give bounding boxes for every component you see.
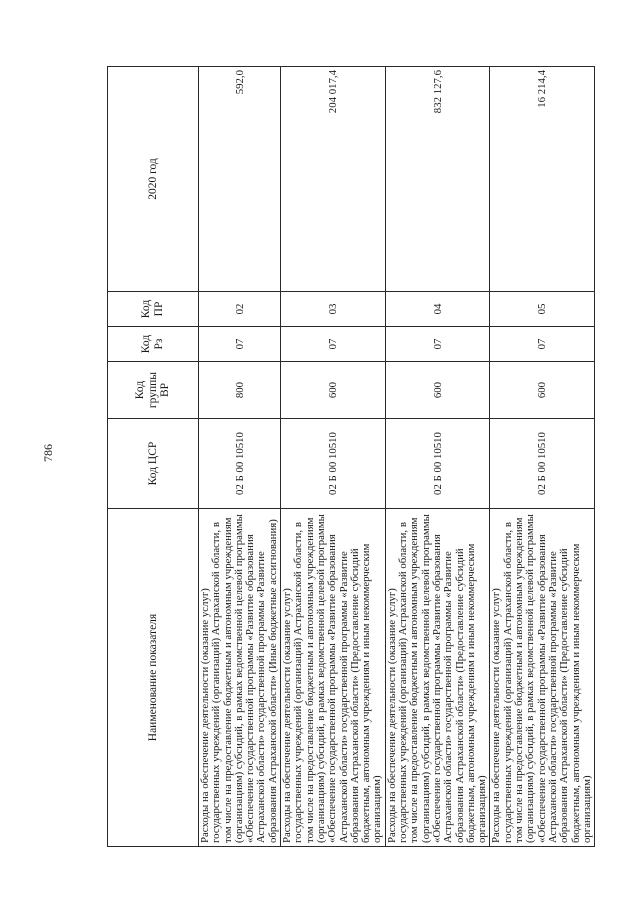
row-vr: 600 [280, 362, 385, 419]
table-header-row [107, 67, 198, 847]
row-pr: 03 [280, 292, 385, 327]
row-name: Расходы на обеспечение деятельности (оказание услуг) государственных учреждений (организаций) Астраханской области, в том числе на предоставление бюджетным и автономным учреждениям (организациям) субсидий, в рамках ведомственной целевой программы «Обеспечение государственной программы «Развитие образования Астраханской области» государственной программы «Развитие образования Астраханской области» (Предоставление субсидий бюджетным, автономным учреждениям и иным некоммерческим организациям) [489, 509, 594, 847]
header-vr: Код группы ВР [107, 362, 198, 419]
row-amount: 204 017,4 [280, 67, 385, 292]
header-amount: 2020 год [107, 67, 198, 292]
rotated-page-content [107, 67, 593, 847]
row-name: Расходы на обеспечение деятельности (оказание услуг) государственных учреждений (организаций) Астраханской области, в том числе на предоставление бюджетным и автономным учреждениям (организациям) субсидий, в рамках ведомственной целевой программы «Обеспечение государственной программы «Развитие образования Астраханской области» государственной программы «Развитие образования Астраханской области» (Предоставление субсидий бюджетным, автономным учреждениям и иным некоммерческим организациям) [280, 509, 385, 847]
row-rz: 07 [198, 327, 280, 362]
budget-table [107, 66, 595, 847]
header-pr: Код ПР [107, 292, 198, 327]
row-rz: 07 [489, 327, 594, 362]
row-pr: 05 [489, 292, 594, 327]
row-rz: 07 [385, 327, 490, 362]
table-row [198, 67, 280, 847]
header-name: Наименование показателя [107, 509, 198, 847]
row-amount: 832 127,6 [385, 67, 490, 292]
row-rz: 07 [280, 327, 385, 362]
row-csr: 02 Б 00 10510 [489, 419, 594, 509]
row-vr: 600 [385, 362, 490, 419]
row-vr: 800 [198, 362, 280, 419]
row-pr: 04 [385, 292, 490, 327]
page-number: 786 [41, 444, 55, 462]
row-pr: 02 [198, 292, 280, 327]
header-csr: Код ЦСР [107, 419, 198, 509]
row-name: Расходы на обеспечение деятельности (оказание услуг) государственных учреждений (организаций) Астраханской области, в том числе на предоставление бюджетным и автономным учреждениям (организациям) субсидий, в рамках ведомственной целевой программы «Обеспечение государственной программы «Развитие образования Астраханской области» государственной программы «Развитие образования Астраханской области» (Иные бюджетные ассигнования) [198, 509, 280, 847]
row-csr: 02 Б 00 10510 [385, 419, 490, 509]
table-row [280, 67, 385, 847]
row-csr: 02 Б 00 10510 [198, 419, 280, 509]
header-rz: Код Рз [107, 327, 198, 362]
table-row [385, 67, 490, 847]
row-vr: 600 [489, 362, 594, 419]
row-csr: 02 Б 00 10510 [280, 419, 385, 509]
table-row [489, 67, 594, 847]
row-amount: 16 214,4 [489, 67, 594, 292]
row-name: Расходы на обеспечение деятельности (оказание услуг) государственных учреждений (организаций) Астраханской области, в том числе на предоставление бюджетным и автономным учреждениям (организациям) субсидий, в рамках ведомственной целевой программы «Обеспечение государственной программы «Развитие образования Астраханской области» государственной программы «Развитие образования Астраханской области» (Предоставление субсидий бюджетным, автономным учреждениям и иным некоммерческим организациям) [385, 509, 490, 847]
row-amount: 592,0 [198, 67, 280, 292]
